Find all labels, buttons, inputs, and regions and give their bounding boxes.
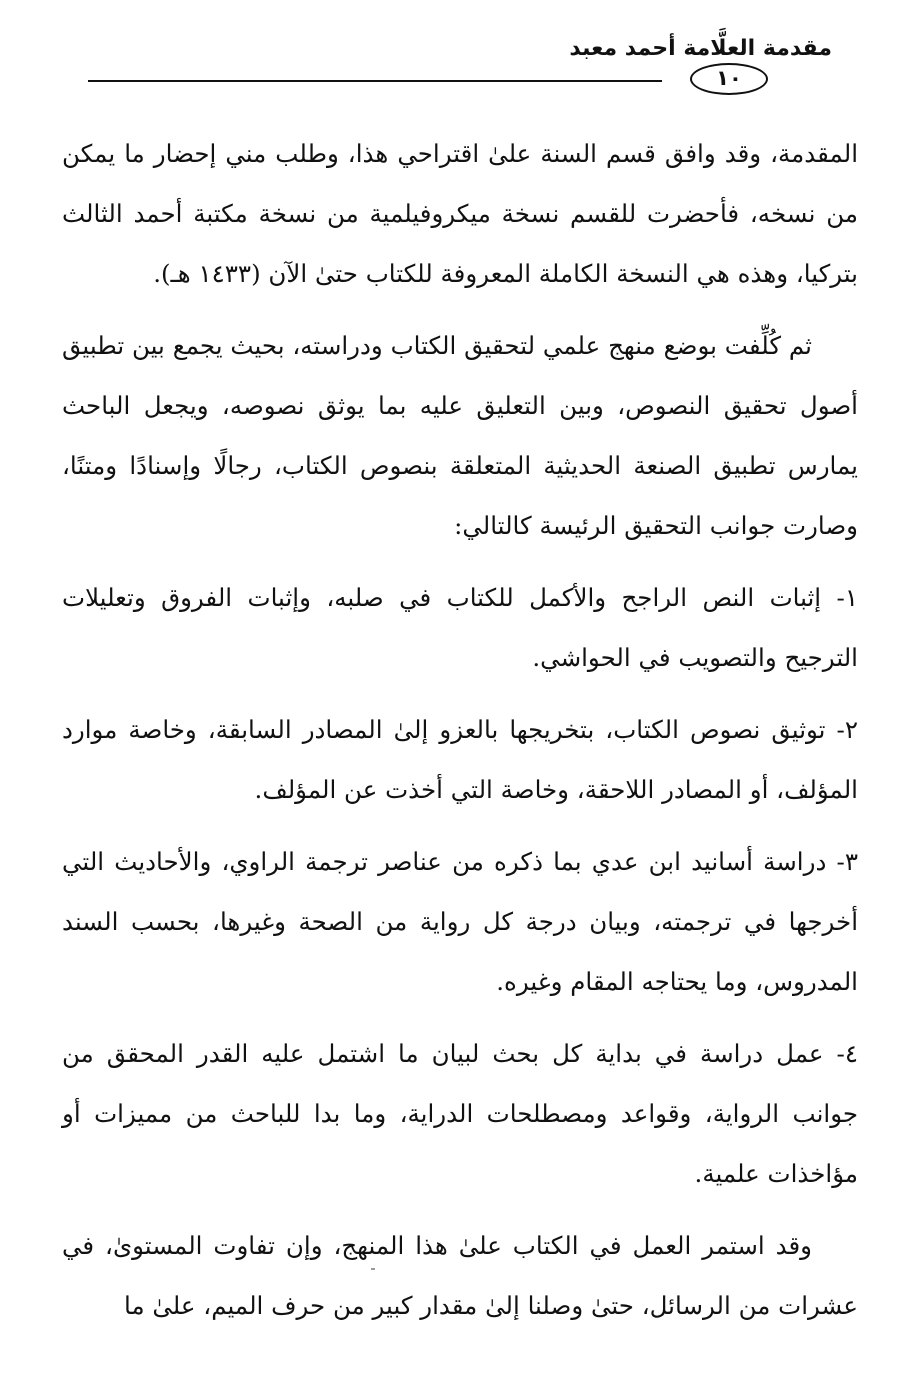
page-header [0,0,920,110]
list-item-2: ٢- توثيق نصوص الكتاب، بتخريجها بالعزو إلىٰ المصادر السابقة، وخاصة موارد المؤلف، أو المصادر اللاحقة، وخاصة التي أخذت عن المؤلف. [62,715,858,804]
list-item-3: ٣- دراسة أسانيد ابن عدي بما ذكره من عناصر ترجمة الراوي، والأحاديث التي أخرجها في ترجمته، وبيان درجة كل رواية من الصحة وغيرها، بحسب السند المدروس، وما يحتاجه المقام وغيره. [62,847,858,996]
running-title: مقدمة العلَّامة أحمد معبد [569,36,832,61]
paragraph-continuation: وقد استمر العمل في الكتاب علىٰ هذا المنهج، وإن تفاوت المستوىٰ، في عشرات من الرسائل، حتىٰ وصلنا إلىٰ مقدار كبير من حرف الميم، علىٰ ما [62,1231,858,1320]
list-item-1: ١- إثبات النص الراجح والأكمل للكتاب في صلبه، وإثبات الفروق وتعليلات الترجيح والتصويب في الحواشي. [62,583,858,672]
body-text [62,124,858,1348]
header-rule [88,80,662,82]
paragraph-methodology: ثم كُلِّفت بوضع منهج علمي لتحقيق الكتاب ودراسته، بحيث يجمع بين تطبيق أصول تحقيق النصوص، وبين التعليق عليه بما يوثق نصوصه، ويجعل الباحث يمارس تطبيق الصنعة الحديثية المتعلقة بنصوص الكتاب، رجالًا وإسنادًا ومتنًا، وصارت جوانب التحقيق الرئيسة كالتالي: [62,331,858,540]
paragraph-intro-continuation: المقدمة، وقد وافق قسم السنة علىٰ اقتراحي هذا، وطلب مني إحضار ما يمكن من نسخه، فأحضرت للقسم نسخة ميكروفيلمية من نسخة مكتبة أحمد الثالث بتركيا، وهذه هي النسخة الكاملة المعروفة للكتاب حتىٰ الآن (١٤٣٣ هـ). [62,139,858,288]
list-item-4: ٤- عمل دراسة في بداية كل بحث لبيان ما اشتمل عليه القدر المحقق من جوانب الرواية، وقواعد ومصطلحات الدراية، وما بدا للباحث من مميزات أو مؤاخذات علمية. [62,1039,858,1188]
page-number-badge [690,63,768,95]
scan-speck [371,1268,375,1270]
page-number: ١٠ [716,66,742,90]
